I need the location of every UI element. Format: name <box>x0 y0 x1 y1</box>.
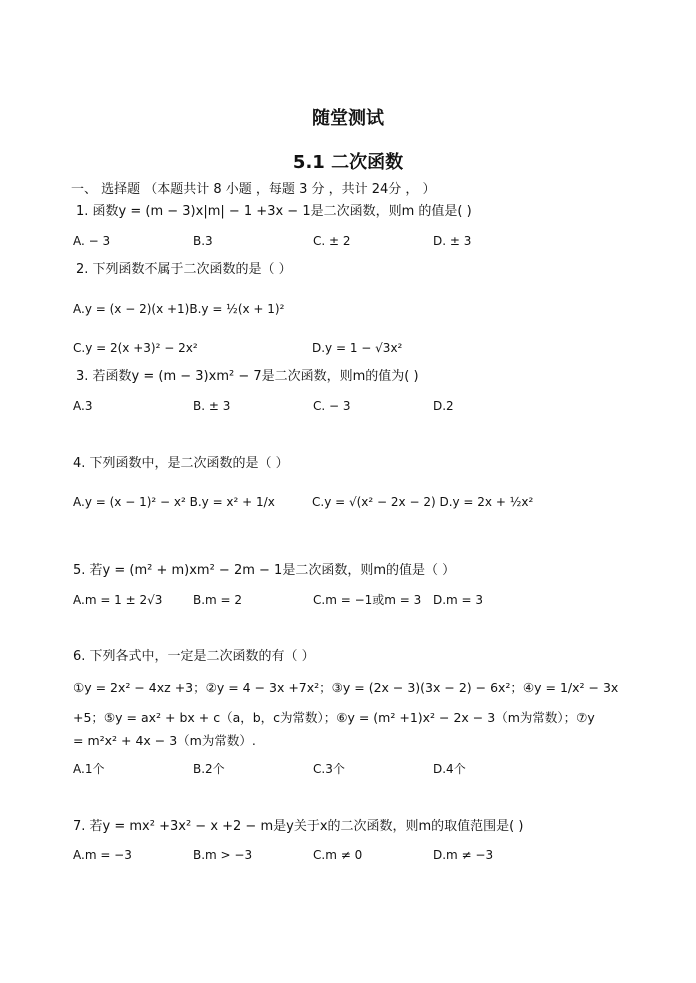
question-6-body-line-3: = m²x² + 4x − 3（m为常数）. <box>73 733 256 748</box>
question-5-option-a: A.m = 1 ± 2√3 <box>73 593 163 607</box>
question-6-stem: 6. 下列各式中，一定是二次函数的有（ ） <box>73 649 315 664</box>
question-6-body-line-1: ①y = 2x² − 4xz +3；②y = 4 − 3x +7x²；③y = (2x − 3)(3x − 2) − 6x²；④y = 1/x² − 3x <box>73 680 619 695</box>
question-2-option-c: C.y = 2(x +3)² − 2x² <box>73 341 198 355</box>
question-7-option-c: C.m ≠ 0 <box>313 848 363 862</box>
question-5-option-c: C.m = −1或m = 3 <box>313 593 422 607</box>
question-1-stem: 1. 函数y = (m − 3)x|m| − 1 +3x − 1是二次函数，则m 的值是( ) <box>76 204 472 219</box>
question-7-option-b: B.m > −3 <box>193 848 253 862</box>
question-2-option-ab: A.y = (x − 2)(x +1)B.y = ½(x + 1)² <box>73 302 285 316</box>
question-3-stem: 3. 若函数y = (m − 3)xm² − 7是二次函数，则m的值为( ) <box>76 369 419 384</box>
question-1-option-b: B.3 <box>193 234 213 248</box>
question-4-option-ab: A.y = (x − 1)² − x² B.y = x² + 1/x <box>73 495 275 509</box>
page-subtitle: 5.1 二次函数 <box>292 152 404 173</box>
question-4-option-cd: C.y = √(x² − 2x − 2) D.y = 2x + ½x² <box>312 495 534 509</box>
question-2-option-d: D.y = 1 − √3x² <box>312 341 403 355</box>
page-title: 随堂测试 <box>312 108 384 129</box>
question-2-stem: 2. 下列函数不属于二次函数的是（ ） <box>76 262 292 277</box>
question-4-stem: 4. 下列函数中，是二次函数的是（ ） <box>73 456 289 471</box>
question-3-option-d: D.2 <box>433 399 454 413</box>
question-3-option-a: A.3 <box>73 399 93 413</box>
question-3-option-b: B. ± 3 <box>193 399 231 413</box>
question-5-option-b: B.m = 2 <box>193 593 243 607</box>
question-1-option-a: A. − 3 <box>73 234 111 248</box>
section-heading: 一、 选择题 （本题共计 8 小题 ，每题 3 分 ，共计 24分 ， ） <box>71 182 436 197</box>
question-1-option-c: C. ± 2 <box>313 234 351 248</box>
question-7-stem: 7. 若y = mx² +3x² − x +2 − m是y关于x的二次函数，则m的取值范围是( ) <box>73 819 524 834</box>
question-6-body-line-2: +5；⑤y = ax² + bx + c（a，b，c为常数）；⑥y = (m² +1)x² − 2x − 3（m为常数）；⑦y <box>73 710 595 725</box>
question-6-option-b: B.2个 <box>193 762 225 776</box>
question-6-option-c: C.3个 <box>313 762 345 776</box>
question-1-option-d: D. ± 3 <box>433 234 472 248</box>
question-6-option-d: D.4个 <box>433 762 466 776</box>
question-5-option-d: D.m = 3 <box>433 593 484 607</box>
question-3-option-c: C. − 3 <box>313 399 351 413</box>
question-5-stem: 5. 若y = (m² + m)xm² − 2m − 1是二次函数，则m的值是（ ） <box>73 563 456 578</box>
question-7-option-a: A.m = −3 <box>73 848 132 862</box>
question-6-option-a: A.1个 <box>73 762 105 776</box>
question-7-option-d: D.m ≠ −3 <box>433 848 494 862</box>
